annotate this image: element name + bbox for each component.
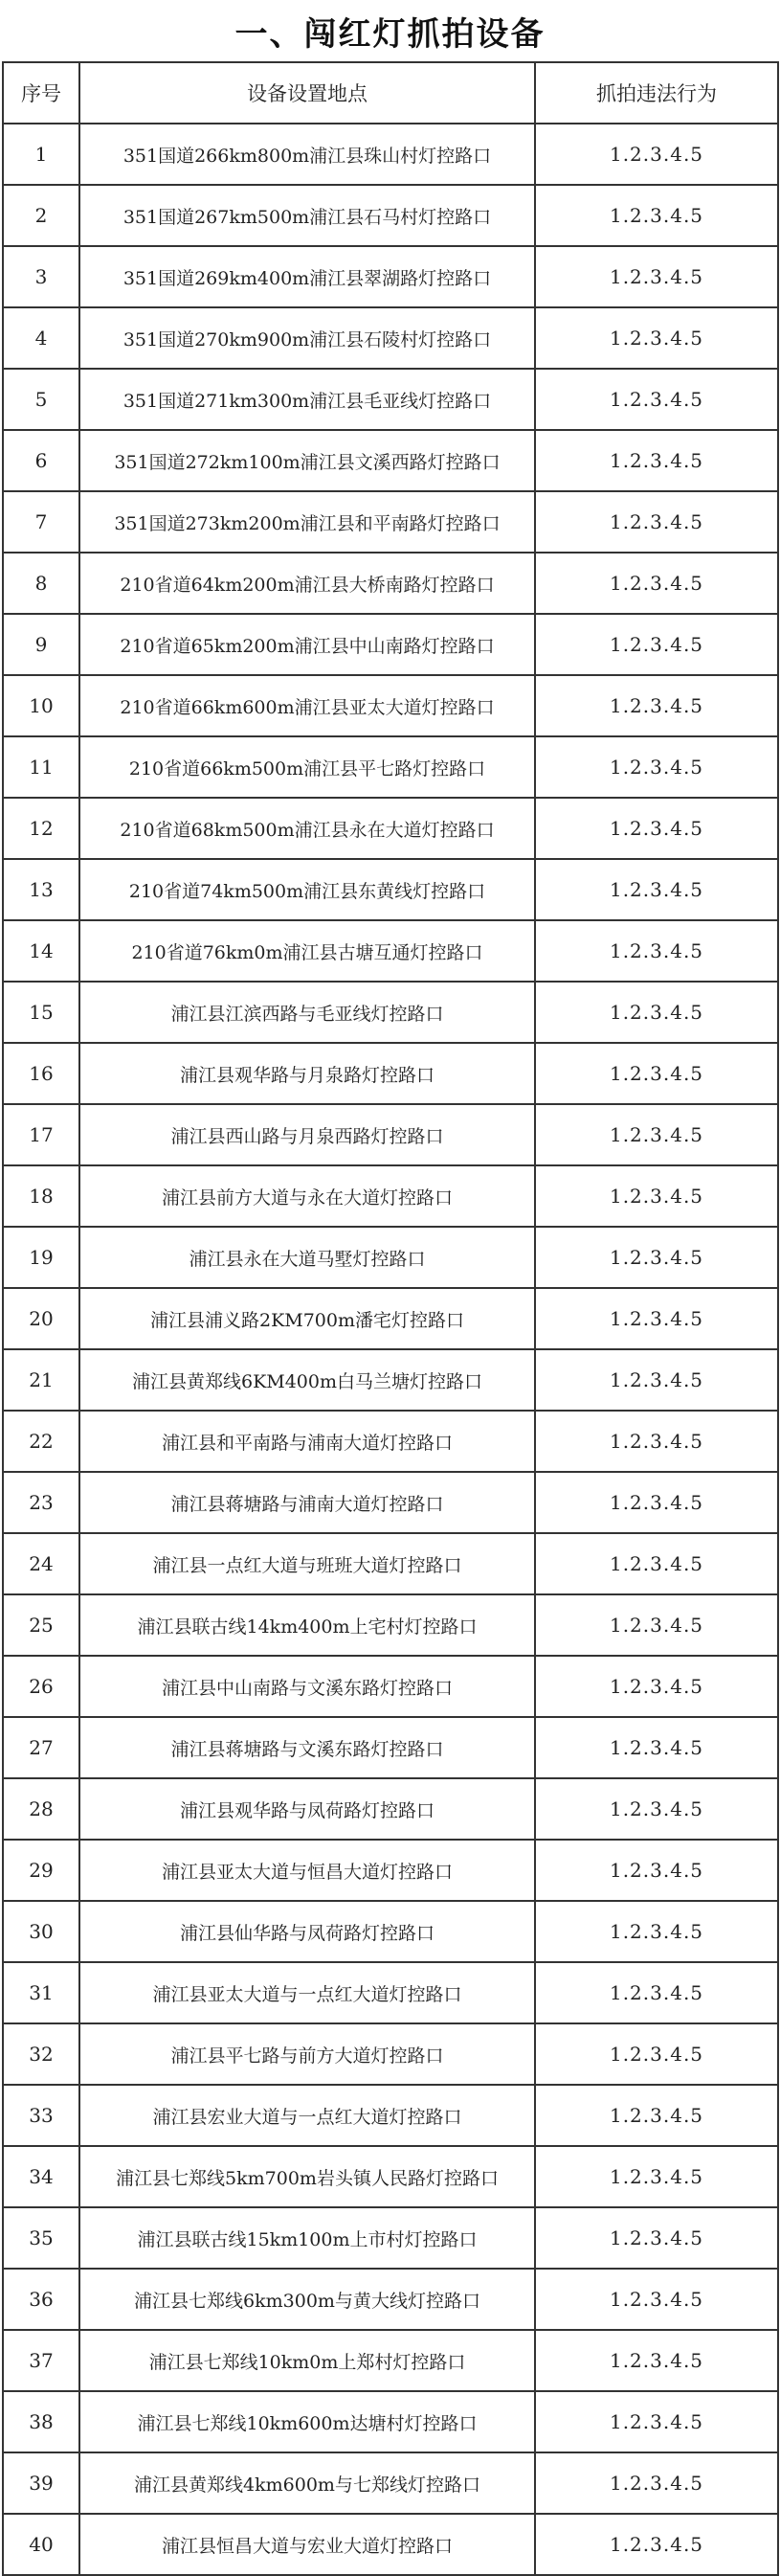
row-behavior-cell: 1.2.3.4.5 (535, 430, 778, 491)
table-row (3, 1901, 778, 1962)
row-number-cell: 39 (3, 2452, 79, 2514)
table-row (3, 675, 778, 736)
row-location-cell: 浦江县七郑线6km300m与黄大线灯控路口 (79, 2269, 535, 2330)
row-number-cell: 3 (3, 246, 79, 307)
row-number-cell: 6 (3, 430, 79, 491)
row-number-cell: 1 (3, 124, 79, 185)
row-behavior-cell: 1.2.3.4.5 (535, 2330, 778, 2391)
column-header-location: 设备设置地点 (79, 62, 535, 124)
table-row (3, 1656, 778, 1717)
row-number-cell: 22 (3, 1411, 79, 1472)
table-row (3, 430, 778, 491)
row-location-cell: 210省道65km200m浦江县中山南路灯控路口 (79, 614, 535, 675)
row-location-cell: 浦江县一点红大道与班班大道灯控路口 (79, 1533, 535, 1594)
row-location-cell: 浦江县联古线15km100m上市村灯控路口 (79, 2207, 535, 2269)
row-location-cell: 浦江县蒋塘路与文溪东路灯控路口 (79, 1717, 535, 1778)
table-row (3, 1349, 778, 1411)
table-row (3, 1104, 778, 1165)
table-row (3, 2391, 778, 2452)
table-row (3, 2452, 778, 2514)
row-location-cell: 351国道270km900m浦江县石陵村灯控路口 (79, 307, 535, 369)
row-location-cell: 210省道68km500m浦江县永在大道灯控路口 (79, 798, 535, 859)
row-behavior-cell: 1.2.3.4.5 (535, 982, 778, 1043)
column-header-behavior: 抓拍违法行为 (535, 62, 778, 124)
row-location-cell: 210省道66km600m浦江县亚太大道灯控路口 (79, 675, 535, 736)
row-number-cell: 38 (3, 2391, 79, 2452)
table-row (3, 1165, 778, 1227)
row-behavior-cell: 1.2.3.4.5 (535, 1227, 778, 1288)
table-row (3, 1227, 778, 1288)
row-number-cell: 36 (3, 2269, 79, 2330)
row-number-cell: 27 (3, 1717, 79, 1778)
row-behavior-cell: 1.2.3.4.5 (535, 1533, 778, 1594)
table-row (3, 1717, 778, 1778)
row-location-cell: 浦江县永在大道马墅灯控路口 (79, 1227, 535, 1288)
row-number-cell: 16 (3, 1043, 79, 1104)
table-row (3, 859, 778, 920)
row-number-cell: 19 (3, 1227, 79, 1288)
row-location-cell: 浦江县和平南路与浦南大道灯控路口 (79, 1411, 535, 1472)
row-location-cell: 210省道64km200m浦江县大桥南路灯控路口 (79, 553, 535, 614)
table-row (3, 1288, 778, 1349)
row-location-cell: 210省道76km0m浦江县古塘互通灯控路口 (79, 920, 535, 982)
row-number-cell: 40 (3, 2514, 79, 2575)
row-number-cell: 7 (3, 491, 79, 553)
row-behavior-cell: 1.2.3.4.5 (535, 2023, 778, 2085)
table-row (3, 1533, 778, 1594)
row-behavior-cell: 1.2.3.4.5 (535, 2514, 778, 2575)
row-location-cell: 351国道272km100m浦江县文溪西路灯控路口 (79, 430, 535, 491)
row-behavior-cell: 1.2.3.4.5 (535, 2269, 778, 2330)
row-location-cell: 浦江县浦义路2KM700m潘宅灯控路口 (79, 1288, 535, 1349)
row-location-cell: 351国道273km200m浦江县和平南路灯控路口 (79, 491, 535, 553)
row-behavior-cell: 1.2.3.4.5 (535, 1840, 778, 1901)
row-behavior-cell: 1.2.3.4.5 (535, 124, 778, 185)
row-behavior-cell: 1.2.3.4.5 (535, 1104, 778, 1165)
row-number-cell: 30 (3, 1901, 79, 1962)
row-behavior-cell: 1.2.3.4.5 (535, 553, 778, 614)
row-number-cell: 37 (3, 2330, 79, 2391)
row-location-cell: 浦江县联古线14km400m上宅村灯控路口 (79, 1594, 535, 1656)
table-row (3, 2207, 778, 2269)
row-number-cell: 20 (3, 1288, 79, 1349)
table-row (3, 2514, 778, 2575)
table-row (3, 1043, 778, 1104)
row-behavior-cell: 1.2.3.4.5 (535, 675, 778, 736)
row-number-cell: 26 (3, 1656, 79, 1717)
row-behavior-cell: 1.2.3.4.5 (535, 1656, 778, 1717)
row-location-cell: 浦江县黄郑线4km600m与七郑线灯控路口 (79, 2452, 535, 2514)
row-number-cell: 11 (3, 736, 79, 798)
row-behavior-cell: 1.2.3.4.5 (535, 1411, 778, 1472)
row-number-cell: 9 (3, 614, 79, 675)
row-location-cell: 浦江县前方大道与永在大道灯控路口 (79, 1165, 535, 1227)
row-location-cell: 浦江县观华路与月泉路灯控路口 (79, 1043, 535, 1104)
table-row (3, 369, 778, 430)
table-row (3, 2085, 778, 2146)
row-location-cell: 浦江县观华路与凤荷路灯控路口 (79, 1778, 535, 1840)
row-behavior-cell: 1.2.3.4.5 (535, 2391, 778, 2452)
row-behavior-cell: 1.2.3.4.5 (535, 1288, 778, 1349)
table-row (3, 1472, 778, 1533)
row-number-cell: 2 (3, 185, 79, 246)
row-location-cell: 210省道66km500m浦江县平七路灯控路口 (79, 736, 535, 798)
row-behavior-cell: 1.2.3.4.5 (535, 1717, 778, 1778)
table-row (3, 2330, 778, 2391)
row-behavior-cell: 1.2.3.4.5 (535, 798, 778, 859)
row-number-cell: 34 (3, 2146, 79, 2207)
table-row (3, 491, 778, 553)
table-row (3, 1840, 778, 1901)
row-location-cell: 浦江县黄郑线6KM400m白马兰塘灯控路口 (79, 1349, 535, 1411)
row-behavior-cell: 1.2.3.4.5 (535, 2452, 778, 2514)
table-body (3, 124, 778, 2575)
row-location-cell: 浦江县亚太大道与一点红大道灯控路口 (79, 1962, 535, 2023)
row-behavior-cell: 1.2.3.4.5 (535, 614, 778, 675)
table-row (3, 553, 778, 614)
row-number-cell: 17 (3, 1104, 79, 1165)
row-number-cell: 23 (3, 1472, 79, 1533)
row-number-cell: 32 (3, 2023, 79, 2085)
row-number-cell: 14 (3, 920, 79, 982)
table-row (3, 1962, 778, 2023)
row-location-cell: 351国道267km500m浦江县石马村灯控路口 (79, 185, 535, 246)
row-number-cell: 28 (3, 1778, 79, 1840)
page-title: 一、闯红灯抓拍设备 (234, 14, 546, 54)
table-row (3, 2023, 778, 2085)
row-number-cell: 31 (3, 1962, 79, 2023)
row-location-cell: 浦江县宏业大道与一点红大道灯控路口 (79, 2085, 535, 2146)
table-header-row (3, 62, 778, 124)
row-behavior-cell: 1.2.3.4.5 (535, 1594, 778, 1656)
row-location-cell: 浦江县蒋塘路与浦南大道灯控路口 (79, 1472, 535, 1533)
row-location-cell: 浦江县江滨西路与毛亚线灯控路口 (79, 982, 535, 1043)
row-location-cell: 浦江县仙华路与凤荷路灯控路口 (79, 1901, 535, 1962)
row-location-cell: 浦江县平七路与前方大道灯控路口 (79, 2023, 535, 2085)
table-row (3, 798, 778, 859)
row-location-cell: 351国道269km400m浦江县翠湖路灯控路口 (79, 246, 535, 307)
table-row (3, 1411, 778, 1472)
row-number-cell: 35 (3, 2207, 79, 2269)
row-number-cell: 5 (3, 369, 79, 430)
row-location-cell: 浦江县恒昌大道与宏业大道灯控路口 (79, 2514, 535, 2575)
row-location-cell: 浦江县西山路与月泉西路灯控路口 (79, 1104, 535, 1165)
row-location-cell: 浦江县七郑线10km600m达塘村灯控路口 (79, 2391, 535, 2452)
row-behavior-cell: 1.2.3.4.5 (535, 369, 778, 430)
table-row (3, 246, 778, 307)
row-behavior-cell: 1.2.3.4.5 (535, 185, 778, 246)
row-location-cell: 浦江县七郑线10km0m上郑村灯控路口 (79, 2330, 535, 2391)
row-behavior-cell: 1.2.3.4.5 (535, 1472, 778, 1533)
table-row (3, 185, 778, 246)
row-behavior-cell: 1.2.3.4.5 (535, 859, 778, 920)
row-behavior-cell: 1.2.3.4.5 (535, 1165, 778, 1227)
table-row (3, 614, 778, 675)
row-behavior-cell: 1.2.3.4.5 (535, 2085, 778, 2146)
row-number-cell: 18 (3, 1165, 79, 1227)
row-number-cell: 24 (3, 1533, 79, 1594)
row-behavior-cell: 1.2.3.4.5 (535, 307, 778, 369)
row-number-cell: 4 (3, 307, 79, 369)
row-location-cell: 浦江县中山南路与文溪东路灯控路口 (79, 1656, 535, 1717)
row-number-cell: 13 (3, 859, 79, 920)
row-behavior-cell: 1.2.3.4.5 (535, 491, 778, 553)
row-behavior-cell: 1.2.3.4.5 (535, 1349, 778, 1411)
table-row (3, 2269, 778, 2330)
row-number-cell: 8 (3, 553, 79, 614)
row-number-cell: 12 (3, 798, 79, 859)
row-number-cell: 29 (3, 1840, 79, 1901)
device-table (2, 61, 779, 2576)
row-behavior-cell: 1.2.3.4.5 (535, 2146, 778, 2207)
row-behavior-cell: 1.2.3.4.5 (535, 736, 778, 798)
row-behavior-cell: 1.2.3.4.5 (535, 246, 778, 307)
row-behavior-cell: 1.2.3.4.5 (535, 1901, 778, 1962)
row-location-cell: 浦江县亚太大道与恒昌大道灯控路口 (79, 1840, 535, 1901)
table-row (3, 1594, 778, 1656)
row-behavior-cell: 1.2.3.4.5 (535, 1778, 778, 1840)
row-location-cell: 210省道74km500m浦江县东黄线灯控路口 (79, 859, 535, 920)
row-location-cell: 浦江县七郑线5km700m岩头镇人民路灯控路口 (79, 2146, 535, 2207)
row-behavior-cell: 1.2.3.4.5 (535, 1043, 778, 1104)
row-behavior-cell: 1.2.3.4.5 (535, 2207, 778, 2269)
table-row (3, 736, 778, 798)
row-number-cell: 33 (3, 2085, 79, 2146)
row-number-cell: 15 (3, 982, 79, 1043)
table-row (3, 982, 778, 1043)
row-behavior-cell: 1.2.3.4.5 (535, 1962, 778, 2023)
row-location-cell: 351国道271km300m浦江县毛亚线灯控路口 (79, 369, 535, 430)
table-row (3, 307, 778, 369)
row-number-cell: 21 (3, 1349, 79, 1411)
table-row (3, 920, 778, 982)
table-row (3, 2146, 778, 2207)
row-number-cell: 10 (3, 675, 79, 736)
column-header-number: 序号 (3, 62, 79, 124)
table-row (3, 1778, 778, 1840)
table-row (3, 124, 778, 185)
row-number-cell: 25 (3, 1594, 79, 1656)
row-location-cell: 351国道266km800m浦江县珠山村灯控路口 (79, 124, 535, 185)
row-behavior-cell: 1.2.3.4.5 (535, 920, 778, 982)
